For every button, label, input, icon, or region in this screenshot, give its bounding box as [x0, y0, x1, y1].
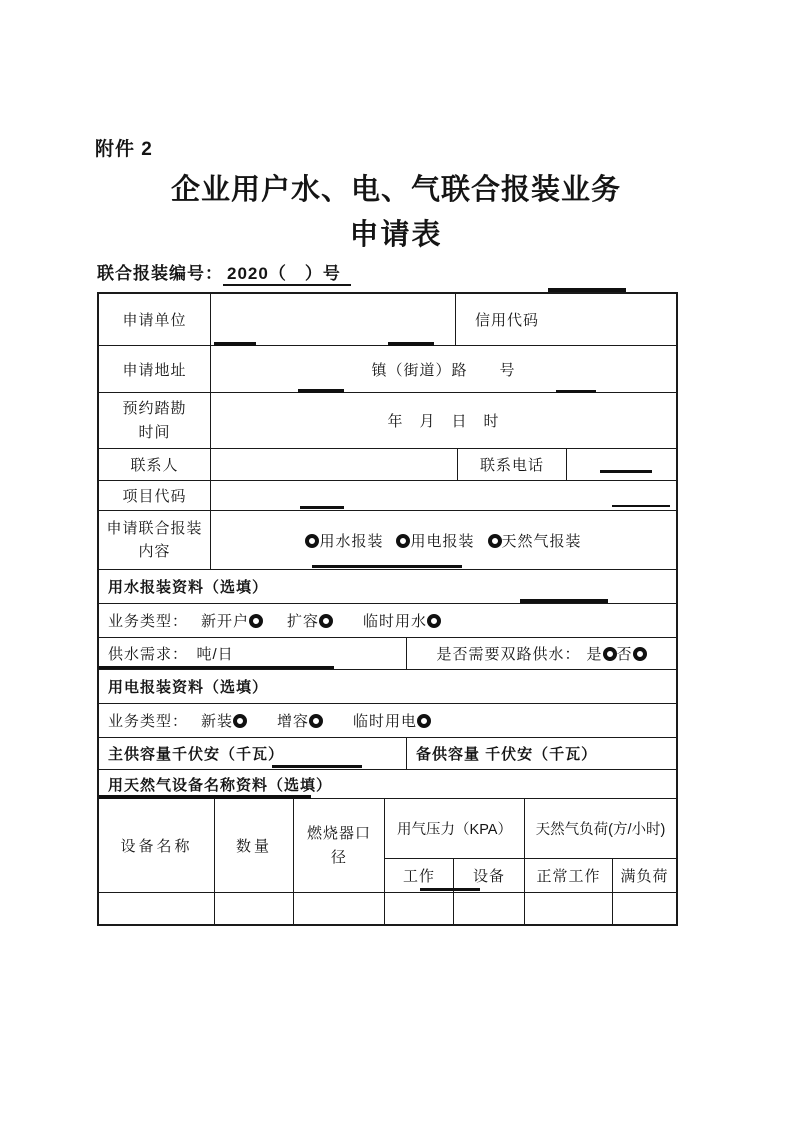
option-gas-install: 天然气报装 [488, 530, 582, 551]
gas-data-work-cell [385, 893, 454, 924]
address-value-cell: 镇（街道）路 号 [371, 361, 516, 379]
gas-data-normal-cell [525, 893, 613, 924]
gas-sub-device: 设备 [454, 859, 525, 892]
page-title-line2: 申请表 [349, 219, 443, 251]
address-label-cell: 申请地址 [99, 346, 211, 392]
gas-data-burner-cell [294, 893, 385, 924]
joint-content-options-cell [211, 511, 676, 569]
scan-artifact [99, 666, 334, 669]
project-code-label-cell: 项目代码 [99, 481, 211, 510]
gas-sub-work: 工作 [385, 859, 454, 892]
radio-circle-icon [417, 714, 431, 728]
credit-code-label-cell: 信用代码 [475, 312, 540, 329]
scan-artifact [420, 888, 480, 891]
scan-artifact [612, 505, 670, 507]
option-new-account: 新开户 [201, 610, 263, 631]
gas-sub-full: 满负荷 [620, 868, 669, 885]
gas-table-data-row [99, 893, 676, 924]
gas-col-device-name: 设备名称 [99, 799, 215, 892]
power-section-header-row [99, 670, 676, 704]
option-dual-yes: 是 [586, 643, 616, 664]
gas-header-right-stack [385, 799, 676, 892]
contact-value-cell [211, 449, 458, 480]
survey-time-value-cell: 年 月 日 时 [387, 413, 500, 430]
attachment-label: 附件 2 [95, 139, 153, 160]
power-business-type-row [99, 704, 676, 738]
scan-artifact [312, 565, 462, 568]
serial-number-line [97, 259, 351, 284]
dual-supply-cell [407, 638, 676, 669]
scan-artifact [600, 470, 652, 473]
option-power-install: 用电报装 [396, 530, 474, 551]
gas-col-quantity: 数量 [215, 799, 294, 892]
phone-value-cell [567, 449, 676, 480]
option-temp-power: 临时用电 [353, 710, 431, 731]
scan-artifact [298, 389, 344, 393]
radio-circle-icon [633, 647, 647, 661]
gas-table-header-row [99, 799, 676, 893]
business-type-label: 业务类型： [108, 613, 189, 630]
scan-artifact [556, 390, 596, 393]
scan-artifact [300, 506, 344, 509]
gas-col-load: 天然气负荷(方/小时) [535, 822, 666, 838]
option-dual-no: 否 [617, 643, 647, 664]
gas-span-header-row [385, 799, 676, 859]
project-code-row [99, 481, 676, 511]
radio-circle-icon [396, 534, 410, 548]
applicant-label-cell: 申请单位 [99, 294, 211, 345]
scan-artifact [388, 342, 434, 346]
backup-capacity-cell: 备供容量 千伏安（千瓦） [416, 746, 598, 763]
gas-data-device2-cell [454, 893, 525, 924]
power-section-header: 用电报装资料（选填） [108, 679, 269, 696]
option-new-install: 新装 [201, 710, 247, 731]
address-row [99, 346, 676, 393]
business-type-label: 业务类型： [108, 713, 189, 730]
joint-content-label-cell: 申请联合报装 内容 [99, 511, 211, 569]
scan-artifact [214, 342, 256, 346]
water-business-type-cell [99, 604, 676, 637]
serial-label: 联合报装编号： [97, 264, 223, 283]
gas-data-device-cell [99, 893, 215, 924]
radio-circle-icon [488, 534, 502, 548]
radio-circle-icon [309, 714, 323, 728]
gas-col-burner: 燃烧器口 径 [294, 799, 385, 892]
gas-sub-normal: 正常工作 [525, 859, 613, 892]
radio-circle-icon [319, 614, 333, 628]
gas-section-header: 用天然气设备名称资料（选填） [108, 776, 333, 794]
water-business-type-row [99, 604, 676, 638]
water-section-header: 用水报装资料（选填） [108, 579, 269, 596]
power-business-type-cell [99, 704, 676, 737]
radio-circle-icon [249, 614, 263, 628]
page-title-line1: 企业用户水、电、气联合报装业务 [170, 174, 621, 206]
option-increase-capacity: 增容 [277, 710, 323, 731]
survey-time-label-cell: 预约踏勘 时间 [99, 393, 211, 448]
joint-content-row [99, 511, 676, 570]
application-form-table [97, 292, 678, 926]
applicant-value-cell [211, 294, 456, 345]
water-demand-cell: 供水需求： 吨/日 [99, 638, 407, 669]
radio-circle-icon [427, 614, 441, 628]
applicant-row [99, 294, 676, 346]
phone-label-cell: 联系电话 [458, 449, 567, 480]
main-capacity-cell: 主供容量千伏安（千瓦） [99, 738, 407, 769]
contact-label-cell: 联系人 [99, 449, 211, 480]
option-expand-capacity: 扩容 [287, 610, 333, 631]
radio-circle-icon [233, 714, 247, 728]
gas-data-quantity-cell [215, 893, 294, 924]
contact-row [99, 449, 676, 481]
dual-supply-label: 是否需要双路供水： [436, 646, 581, 663]
project-code-value-cell [211, 481, 676, 510]
option-temp-water: 临时用水 [363, 610, 441, 631]
gas-data-full-cell [613, 893, 676, 924]
gas-col-pressure: 用气压力（KPA） [385, 799, 525, 858]
capacity-row [99, 738, 676, 770]
radio-circle-icon [305, 534, 319, 548]
option-water-install: 用水报装 [305, 530, 383, 551]
scan-artifact [272, 765, 362, 768]
radio-circle-icon [603, 647, 617, 661]
scan-artifact [520, 599, 608, 603]
scan-artifact [548, 288, 626, 292]
scan-artifact [99, 795, 311, 799]
serial-value: 2020（ ）号 [223, 264, 351, 286]
survey-time-row [99, 393, 676, 449]
